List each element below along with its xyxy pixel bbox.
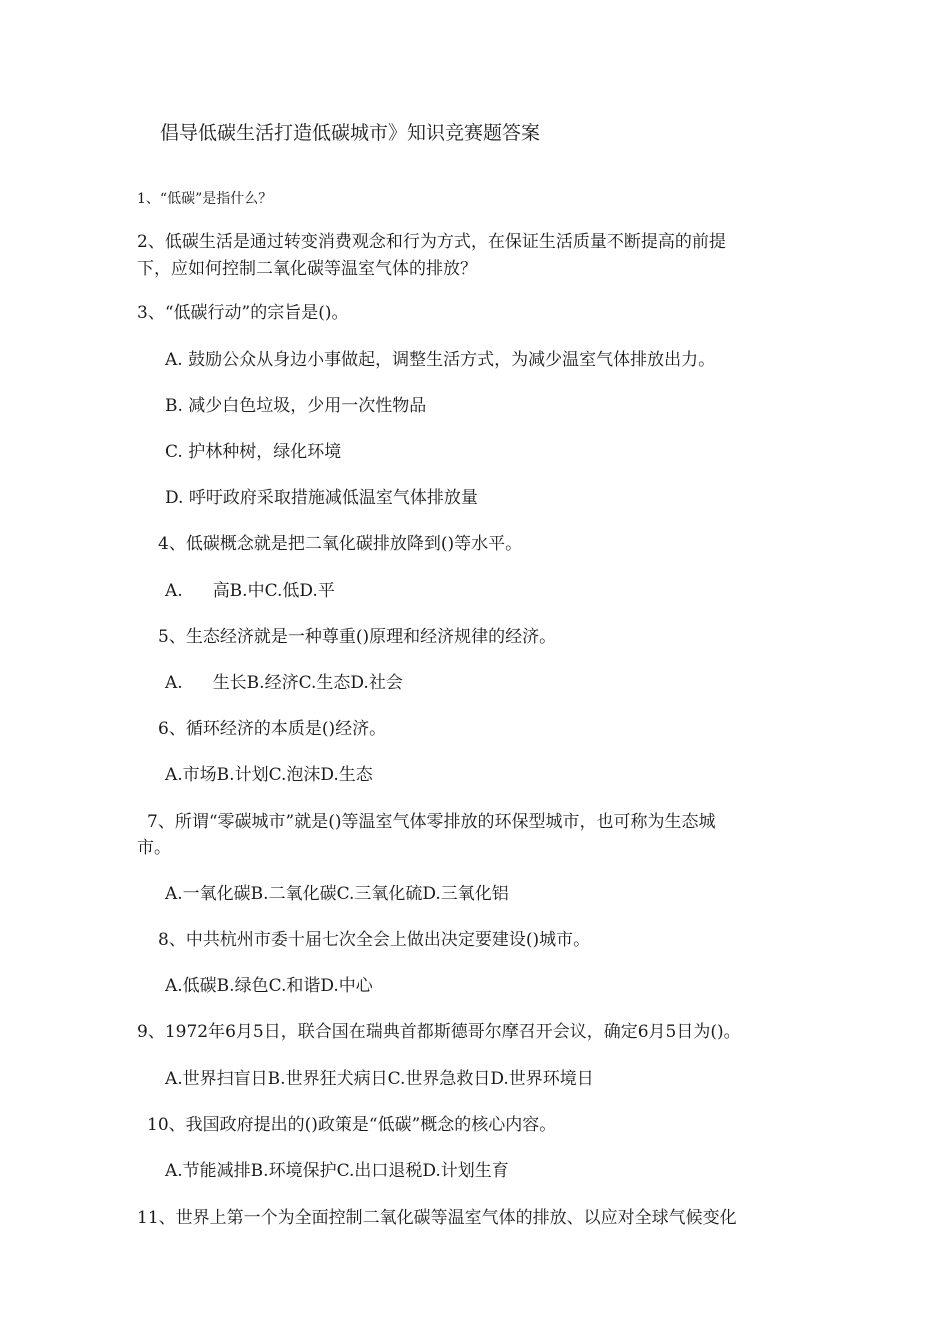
question-3-option-c: C. 护林种树，绿化环境 [165, 442, 342, 462]
question-5-option-text: 生长B.经济C.生态D.社会 [212, 673, 403, 693]
question-2-line-1: 2、低碳生活是通过转变消费观念和行为方式，在保证生活质量不断提高的前提 [137, 232, 726, 252]
question-7-line-1: 7、所谓“零碳城市”就是()等温室气体零排放的环保型城市，也可称为生态城 [147, 812, 716, 832]
question-5-option-label: A. [165, 673, 183, 693]
question-4-option-text: 高B.中C.低D.平 [212, 581, 335, 601]
question-7-line-2: 市。 [137, 838, 171, 858]
question-5: 5、生态经济就是一种尊重()原理和经济规律的经济。 [158, 627, 557, 647]
question-11: 11、世界上第一个为全面控制二氧化碳等温室气体的排放、以应对全球气候变化 [137, 1208, 737, 1228]
question-5-options [165, 670, 403, 696]
question-3-option-b: B. 减少白色垃圾，少用一次性物品 [165, 396, 427, 416]
question-8: 8、中共杭州市委十届七次全会上做出决定要建设()城市。 [158, 930, 591, 950]
document-title: 倡导低碳生活打造低碳城市》知识竞赛题答案 [160, 122, 541, 144]
question-8-options: A.低碳B.绿色C.和谐D.中心 [165, 976, 373, 996]
question-9-options: A.世界扫盲日B.世界狂犬病日C.世界急救日D.世界环境日 [165, 1069, 594, 1089]
question-3-option-d: D. 呼吁政府采取措施减低温室气体排放量 [165, 488, 478, 508]
question-10: 10、我国政府提出的()政策是“低碳”概念的核心内容。 [147, 1115, 557, 1135]
question-6-options: A.市场B.计划C.泡沫D.生态 [165, 765, 373, 785]
question-7-options: A.一氧化碳B.二氧化碳C.三氧化硫D.三氧化铝 [165, 884, 509, 904]
question-4: 4、低碳概念就是把二氧化碳排放降到()等水平。 [158, 534, 523, 554]
question-6: 6、循环经济的本质是()经济。 [158, 719, 387, 739]
question-4-options [165, 578, 335, 604]
question-3-option-a: A. 鼓励公众从身边小事做起，调整生活方式，为减少温室气体排放出力。 [165, 350, 716, 370]
question-2-line-2: 下，应如何控制二氧化碳等温室气体的排放？ [137, 259, 477, 279]
question-10-options: A.节能减排B.环境保护C.出口退税D.计划生育 [165, 1161, 509, 1181]
question-4-option-label: A. [165, 581, 183, 601]
question-1: 1、“低碳”是指什么？ [137, 191, 273, 207]
question-3: 3、“低碳行动”的宗旨是()。 [137, 303, 349, 323]
question-9: 9、1972年6月5日，联合国在瑞典首都斯德哥尔摩召开会议，确定6月5日为()。 [137, 1022, 741, 1042]
